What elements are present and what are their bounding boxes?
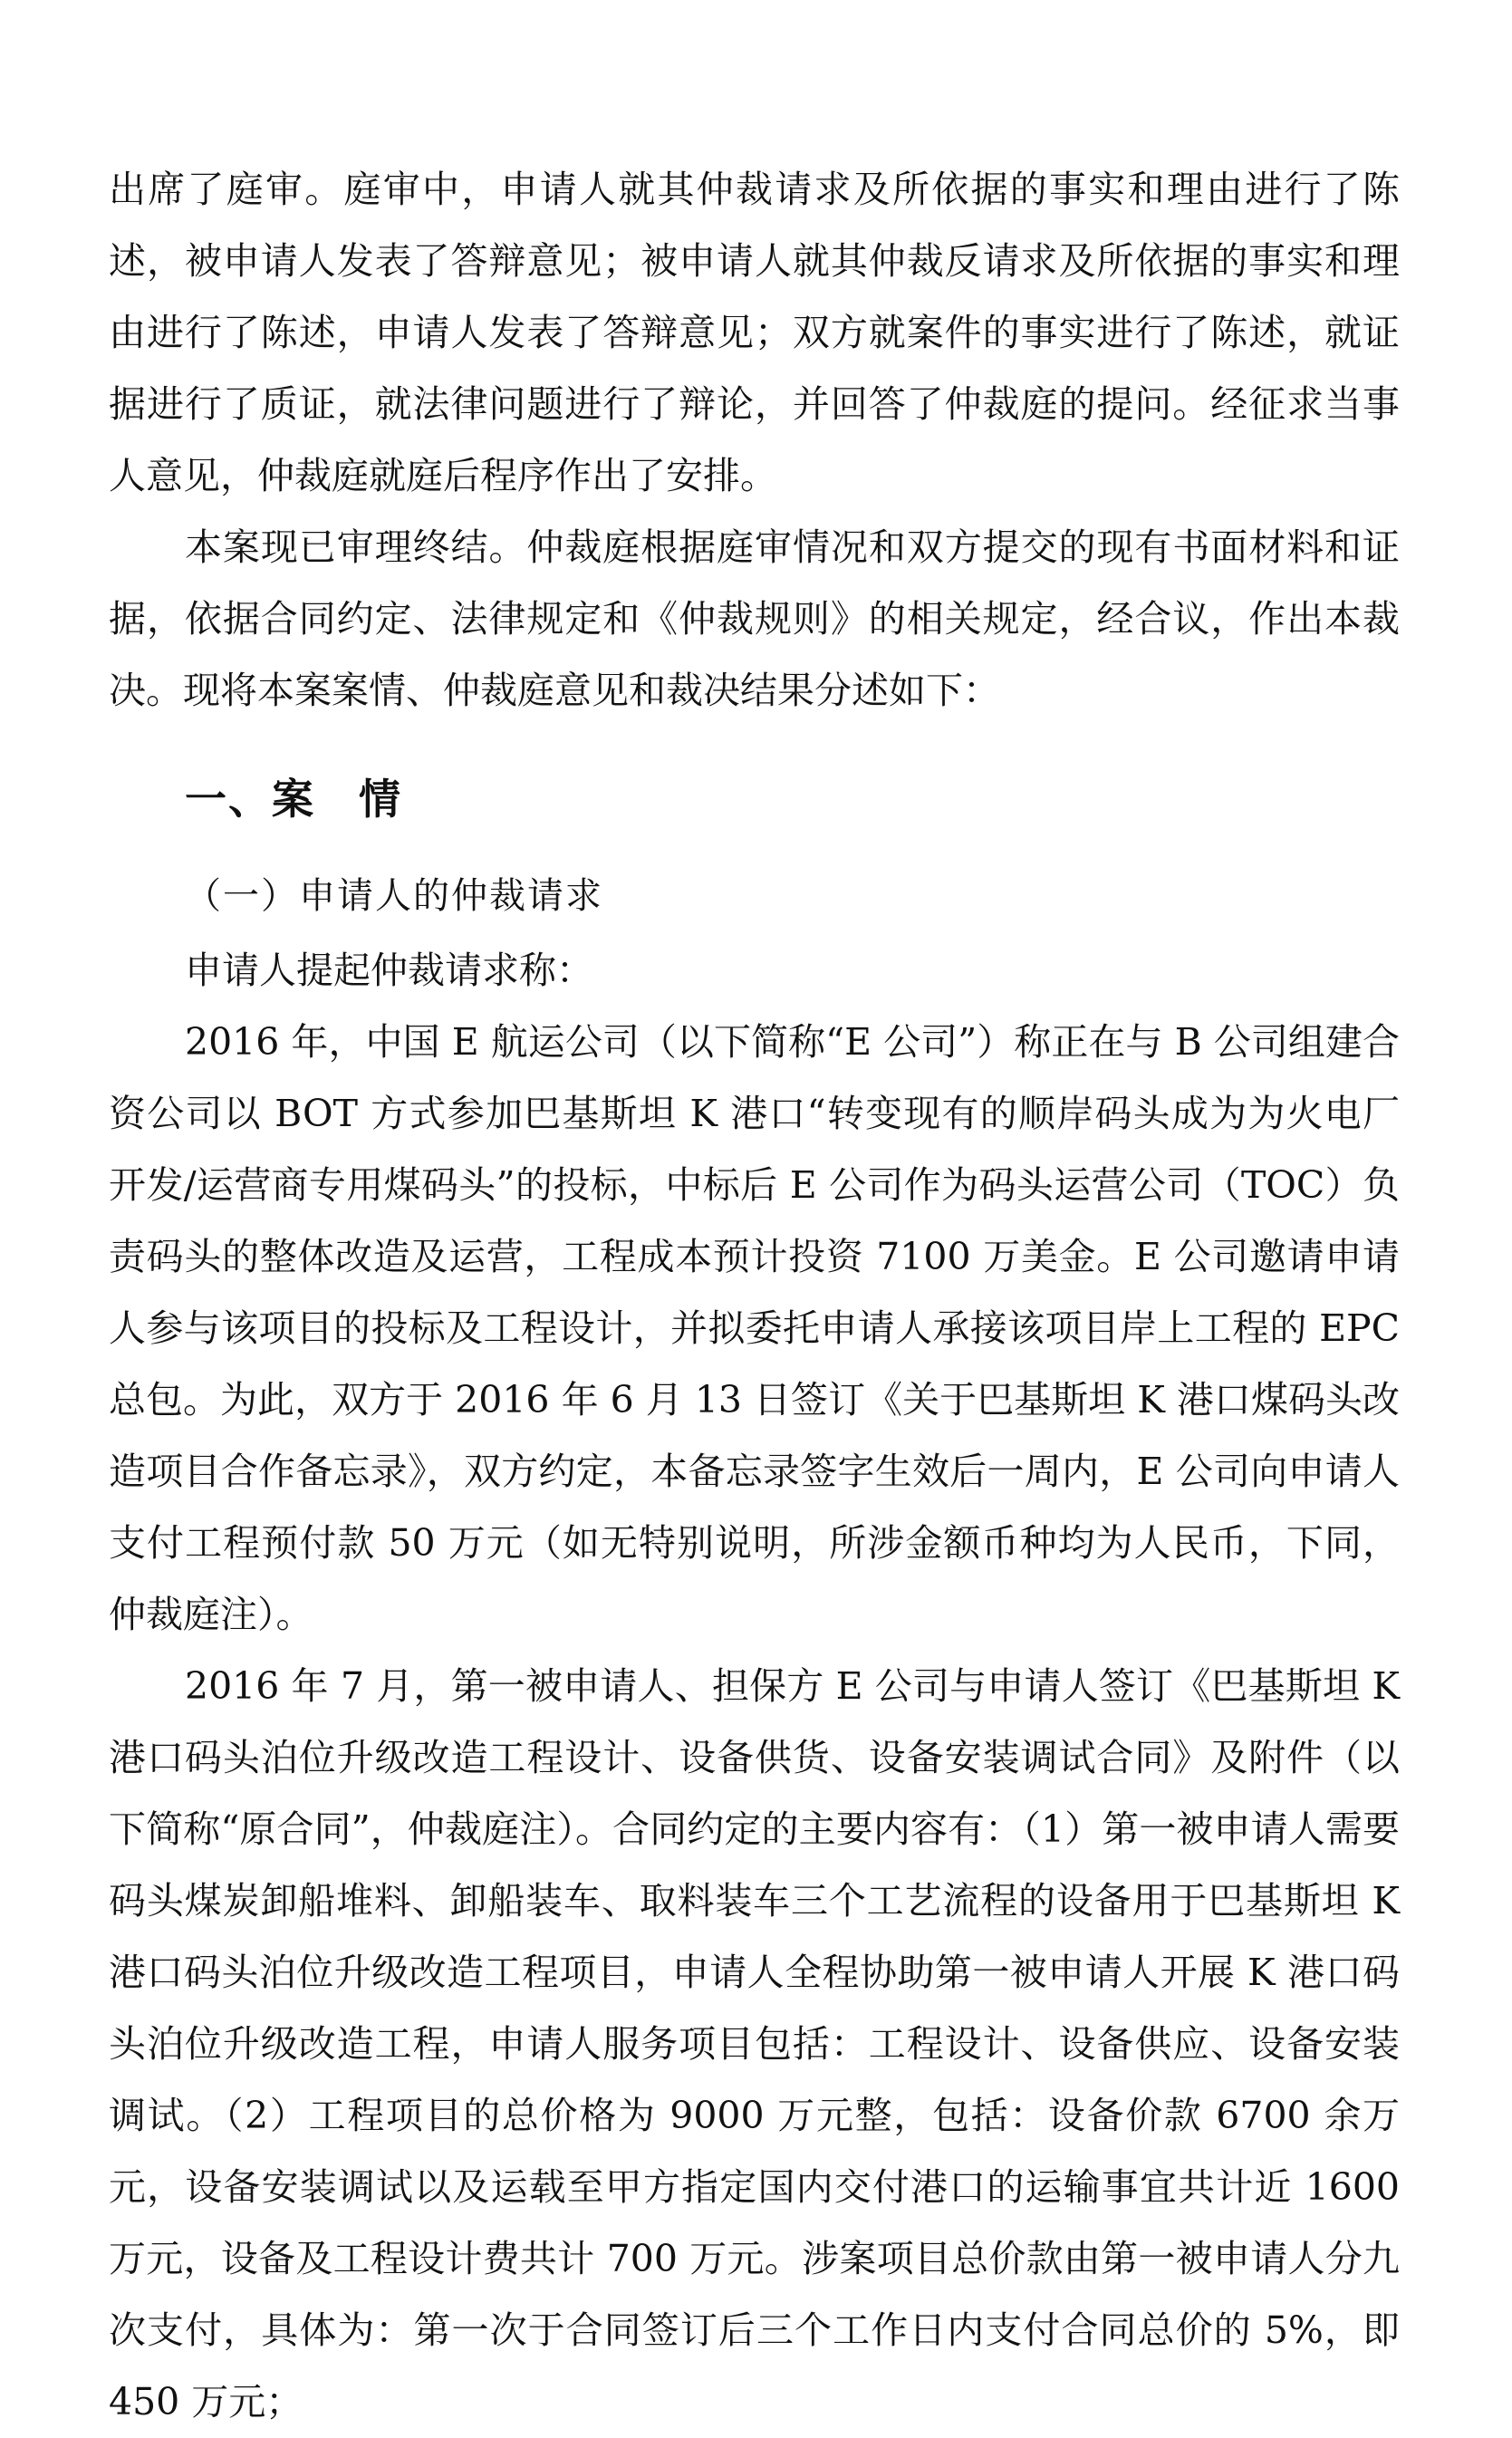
paragraph-body-1: 申请人提起仲裁请求称： — [185, 949, 593, 992]
paragraph-body-2: 2016 年，中国 E 航运公司（以下简称“E 公司”）称正在与 B 公司组建合资公司以 BOT 方式参加巴基斯坦 K 港口“转变现有的顺岸码头成为为火电厂开发/运营商专用煤码头”的投标，中标后 E 公司作为码头运营公司（TOC）负责码头的整体改造及运营，工程成本预计投资 7100 万美金。E 公司邀请申请人参与该项目的投标及工程设计，并拟委托申请人承接该项目岸上工程的 EPC 总包。为此，双方于 2016 年 6 月 13 日签订《关于巴基斯坦 K 港口煤码头改造项目合作备忘录》，双方约定，本备忘录签字生效后一周内，E 公司向申请人支付工程预付款 50 万元（如无特别说明，所涉金额币种均为人民币，下同，仲裁庭注）。 — [109, 1020, 1400, 1636]
paragraph-intro-2: 本案现已审理终结。仲裁庭根据庭审情况和双方提交的现有书面材料和证据，依据合同约定、法律规定和《仲裁规则》的相关规定，经合议，作出本裁决。现将本案案情、仲裁庭意见和裁决结果分述如下： — [109, 525, 1400, 712]
paragraph-body-3: 2016 年 7 月，第一被申请人、担保方 E 公司与申请人签订《巴基斯坦 K 港口码头泊位升级改造工程设计、设备供货、设备安装调试合同》及附件（以下简称“原合同”，仲裁庭注）。合同约定的主要内容有：（1）第一被申请人需要码头煤炭卸船堆料、卸船装车、取料装车三个工艺流程的设备用于巴基斯坦 K 港口码头泊位升级改造工程项目，申请人全程协助第一被申请人开展 K 港口码头泊位升级改造工程，申请人服务项目包括：工程设计、设备供应、设备安装调试。（2）工程项目的总价格为 9000 万元整，包括：设备价款 6700 余万元，设备安装调试以及运载至甲方指定国内交付港口的运输事宜共计近 1600 万元，设备及工程设计费共计 700 万元。涉案项目总价款由第一被申请人分九次支付，具体为：第一次于合同签订后三个工作日内支付合同总价的 5%，即 450 万元； — [109, 1664, 1400, 2424]
document-page — [109, 154, 1400, 2438]
section-heading: 一、案 情 — [185, 775, 402, 824]
sub-heading: （一）申请人的仲裁请求 — [185, 875, 603, 917]
paragraph-intro-1: 出席了庭审。庭审中，申请人就其仲裁请求及所依据的事实和理由进行了陈述，被申请人发表了答辩意见；被申请人就其仲裁反请求及所依据的事实和理由进行了陈述，申请人发表了答辩意见；双方就案件的事实进行了陈述，就证据进行了质证，就法律问题进行了辩论，并回答了仲裁庭的提问。经征求当事人意见，仲裁庭就庭后程序作出了安排。 — [109, 168, 1400, 497]
